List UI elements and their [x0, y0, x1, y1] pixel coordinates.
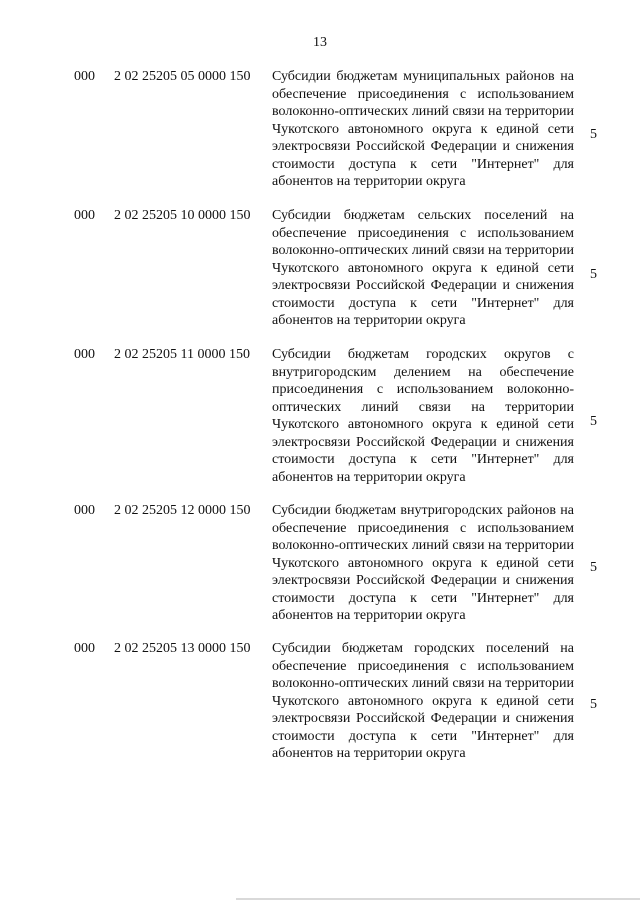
percentage-value: 5 [590, 267, 597, 282]
page-number: 13 [313, 35, 327, 50]
percentage-value: 5 [590, 414, 597, 429]
admin-code: 000 [74, 641, 95, 656]
percentage-value: 5 [590, 127, 597, 142]
income-description: Субсидии бюджетам сельских поселений на обеспечение присоединения с использованием волоконно-оптических линий связи на территории Чукотского автономного округа к единой сети электросвязи Российской Федерации и снижения стоимости доступа к сети "Интернет" для абонентов на территории округа [272, 208, 574, 328]
budget-classification-code: 2 02 25205 13 0000 150 [114, 641, 251, 656]
admin-code: 000 [74, 69, 95, 84]
budget-classification-code: 2 02 25205 10 0000 150 [114, 208, 251, 223]
income-description: Субсидии бюджетам городских округов с внутригородским делением на обеспечение присоединения с использованием волоконно-оптических линий связи на территории Чукотского автономного округа к единой сети электросвязи Российской Федерации и снижения стоимости доступа к сети "Интернет" для абонентов на территории округа [272, 347, 574, 485]
budget-classification-code: 2 02 25205 12 0000 150 [114, 503, 251, 518]
percentage-value: 5 [590, 560, 597, 575]
income-description: Субсидии бюджетам муниципальных районов на обеспечение присоединения с использованием волоконно-оптических линий связи на территории Чукотского автономного округа к единой сети электросвязи Российской Федерации и снижения стоимости доступа к сети "Интернет" для абонентов на территории округа [272, 69, 574, 189]
admin-code: 000 [74, 347, 95, 362]
percentage-value: 5 [590, 697, 597, 712]
income-description: Субсидии бюджетам городских поселений на обеспечение присоединения с использованием волоконно-оптических линий связи на территории Чукотского автономного округа к единой сети электросвязи Российской Федерации и снижения стоимости доступа к сети "Интернет" для абонентов на территории округа [272, 641, 574, 761]
budget-classification-code: 2 02 25205 05 0000 150 [114, 69, 251, 84]
admin-code: 000 [74, 208, 95, 223]
admin-code: 000 [74, 503, 95, 518]
income-description: Субсидии бюджетам внутригородских районов на обеспечение присоединения с использованием волоконно-оптических линий связи на территории Чукотского автономного округа к единой сети электросвязи Российской Федерации и снижения стоимости доступа к сети "Интернет" для абонентов на территории округа [272, 503, 574, 623]
budget-classification-code: 2 02 25205 11 0000 150 [114, 347, 250, 362]
page-edge-divider [236, 898, 640, 900]
